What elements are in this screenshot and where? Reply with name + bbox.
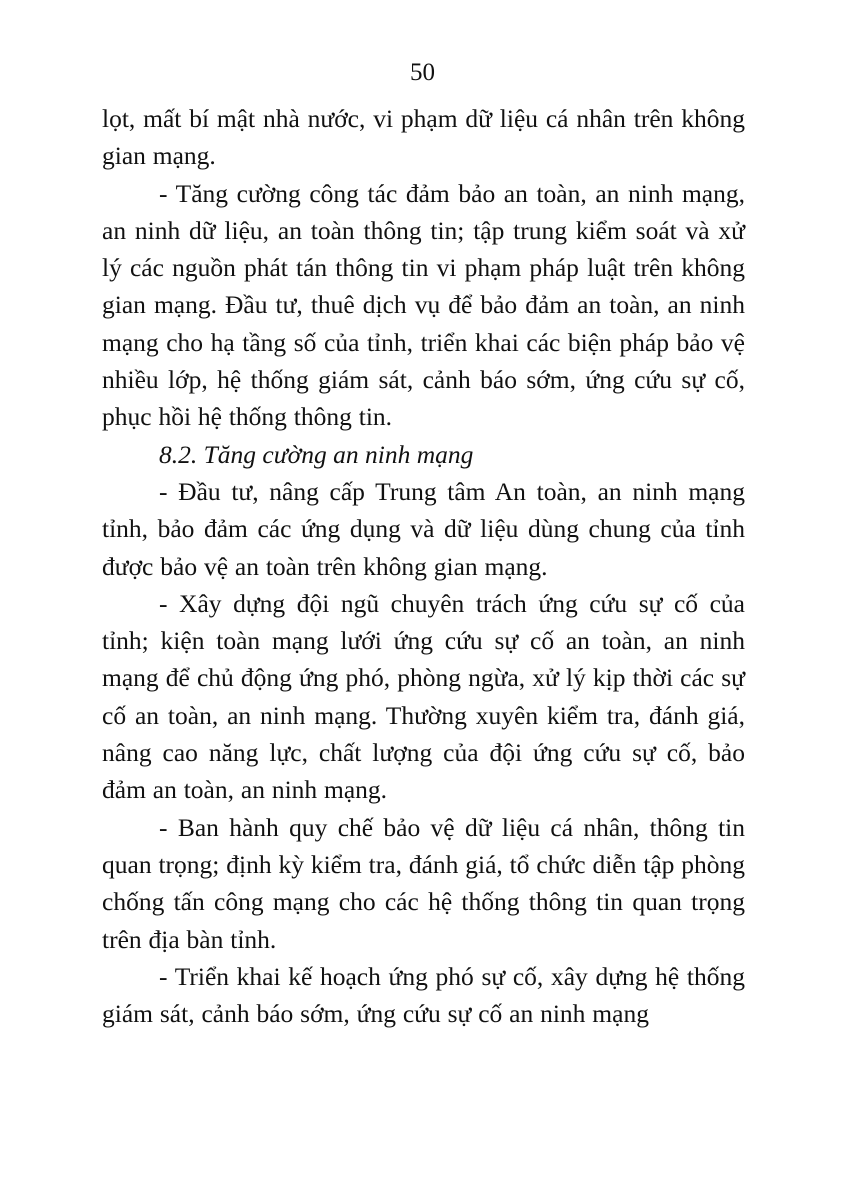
paragraph-incident-response-team: - Xây dựng đội ngũ chuyên trách ứng cứu sự cố của tỉnh; kiện toàn mạng lưới ứng cứu sự cố an toàn, an ninh mạng để chủ động ứng phó, phòng ngừa, xử lý kịp thời các sự cố an toàn, an ninh mạng. Thường xuyên kiểm tra, đánh giá, nâng cao năng lực, chất lượng của đội ứng cứu sự cố, bảo đảm an toàn, an ninh mạng. <box>102 588 745 805</box>
paragraph-data-protection-rules: - Ban hành quy chế bảo vệ dữ liệu cá nhân, thông tin quan trọng; định kỳ kiểm tra, đánh giá, tổ chức diễn tập phòng chống tấn công mạng cho các hệ thống thông tin quan trọng trên địa bàn tỉnh. <box>102 812 746 954</box>
paragraph-incident-plan: - Triển khai kế hoạch ứng phó sự cố, xây dựng hệ thống giám sát, cảnh báo sớm, ứng cứu sự cố an ninh mạng <box>102 961 745 1029</box>
paragraph-security-center: - Đầu tư, nâng cấp Trung tâm An toàn, an ninh mạng tỉnh, bảo đảm các ứng dụng và dữ liệu dùng chung của tỉnh được bảo vệ an toàn trên không gian mạng. <box>102 476 745 581</box>
paragraph-continuation: lọt, mất bí mật nhà nước, vi phạm dữ liệu cá nhân trên không gian mạng. <box>102 104 745 171</box>
page-number: 50 <box>410 59 435 86</box>
section-heading-8-2: 8.2. Tăng cường an ninh mạng <box>159 439 474 469</box>
document-body <box>102 100 745 1032</box>
paragraph-security-measures: - Tăng cường công tác đảm bảo an toàn, an ninh mạng, an ninh dữ liệu, an toàn thông tin; tập trung kiểm soát và xử lý các nguồn phát tán thông tin vi phạm pháp luật trên không gian mạng. Đầu tư, thuê dịch vụ để bảo đảm an toàn, an ninh mạng cho hạ tầng số của tỉnh, triển khai các biện pháp bảo vệ nhiều lớp, hệ thống giám sát, cảnh báo sớm, ứng cứu sự cố, phục hồi hệ thống thông tin. <box>102 178 745 432</box>
